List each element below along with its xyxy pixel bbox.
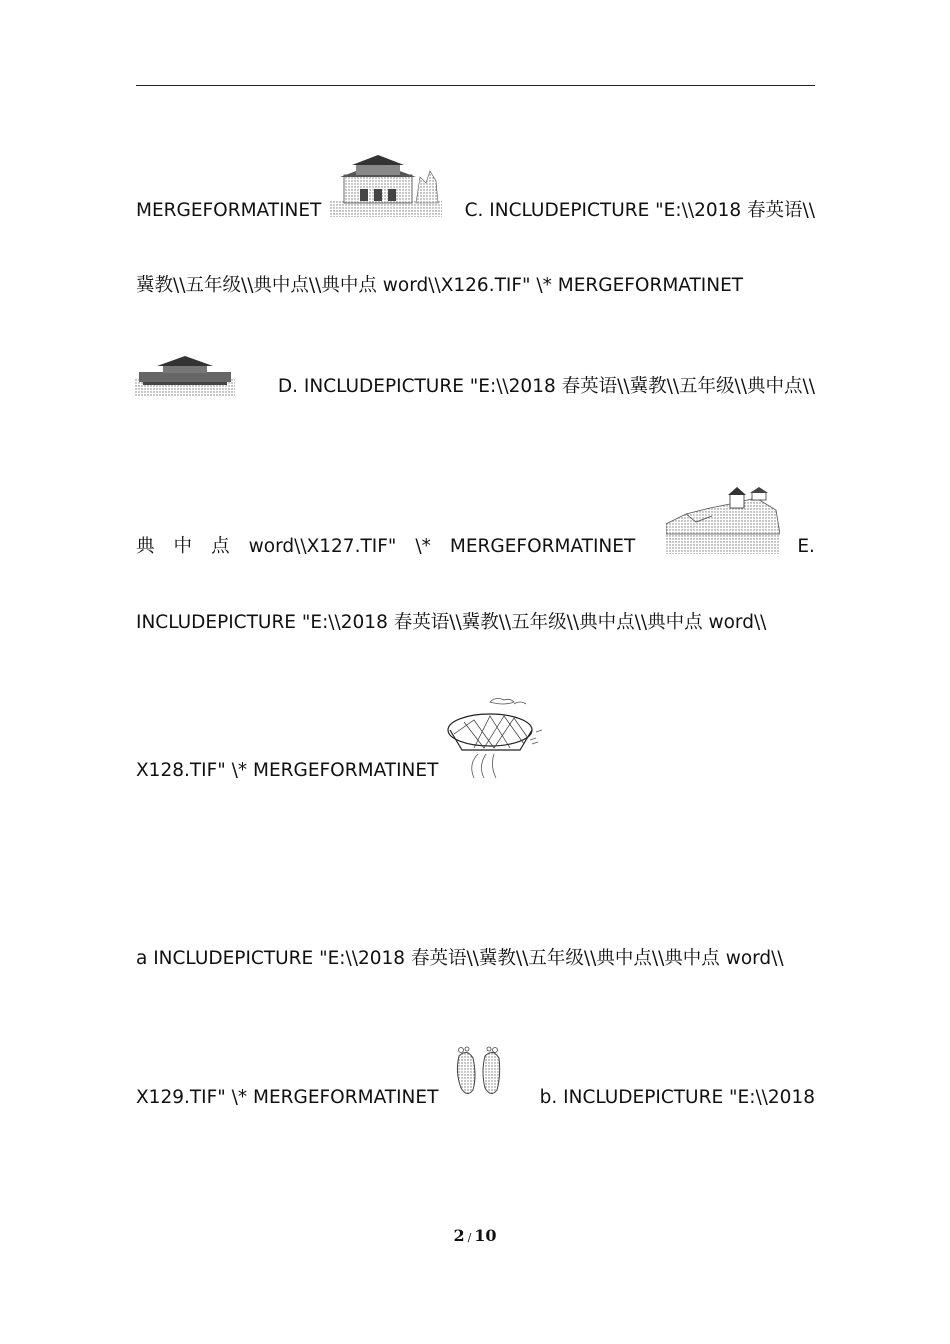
text-line-7 <box>136 946 815 972</box>
page-total: 10 <box>474 1226 497 1245</box>
text-line-2 <box>136 273 815 299</box>
page-number <box>0 1226 950 1245</box>
line-4-part-2: 中 <box>173 536 193 557</box>
line-8-left: X129.TIF" \* MERGEFORMATINET <box>136 1087 439 1108</box>
line-4-end: E. <box>797 536 815 557</box>
line-4-part-1: 典 <box>136 536 155 557</box>
line-5-text: INCLUDEPICTURE "E:\\2018 春英语\\冀教\\五年级\\典中点\\典中点 word\\ <box>136 612 767 633</box>
palace-gate-image <box>330 153 442 217</box>
line-4-part-5: \* <box>415 536 431 557</box>
line-4-part-4: word\\X127.TIF" <box>248 536 397 557</box>
line-1-left: MERGEFORMATINET <box>136 200 322 221</box>
page-separator: / <box>467 1231 472 1244</box>
line-6-text: X128.TIF" \* MERGEFORMATINET <box>136 760 439 781</box>
line-3-text: D. INCLUDEPICTURE "E:\\2018 春英语\\冀教\\五年级\\典中点\\ <box>277 376 815 397</box>
line-4-part-6: MERGEFORMATINET <box>449 536 636 557</box>
text-line-5 <box>136 610 815 636</box>
line-7-text: a INCLUDEPICTURE "E:\\2018 春英语\\冀教\\五年级\\典中点\\典中点 word\\ <box>136 948 784 969</box>
footprints-image <box>449 1044 509 1104</box>
page-current: 2 <box>453 1226 465 1245</box>
birds-nest-stadium-image <box>444 694 550 780</box>
line-1-right: C. INCLUDEPICTURE "E:\\2018 春英语\\ <box>464 200 815 221</box>
text-line-3 <box>136 374 815 400</box>
header-rule <box>136 85 815 86</box>
tiananmen-image <box>135 352 235 396</box>
line-2-text: 冀教\\五年级\\典中点\\典中点 word\\X126.TIF" \* MERGEFORMATINET <box>136 275 744 296</box>
hill-fortress-image <box>666 484 780 554</box>
line-8-right: b. INCLUDEPICTURE "E:\\2018 <box>539 1087 815 1108</box>
text-line-1 <box>136 198 815 224</box>
line-4-part-3: 点 <box>211 536 230 557</box>
